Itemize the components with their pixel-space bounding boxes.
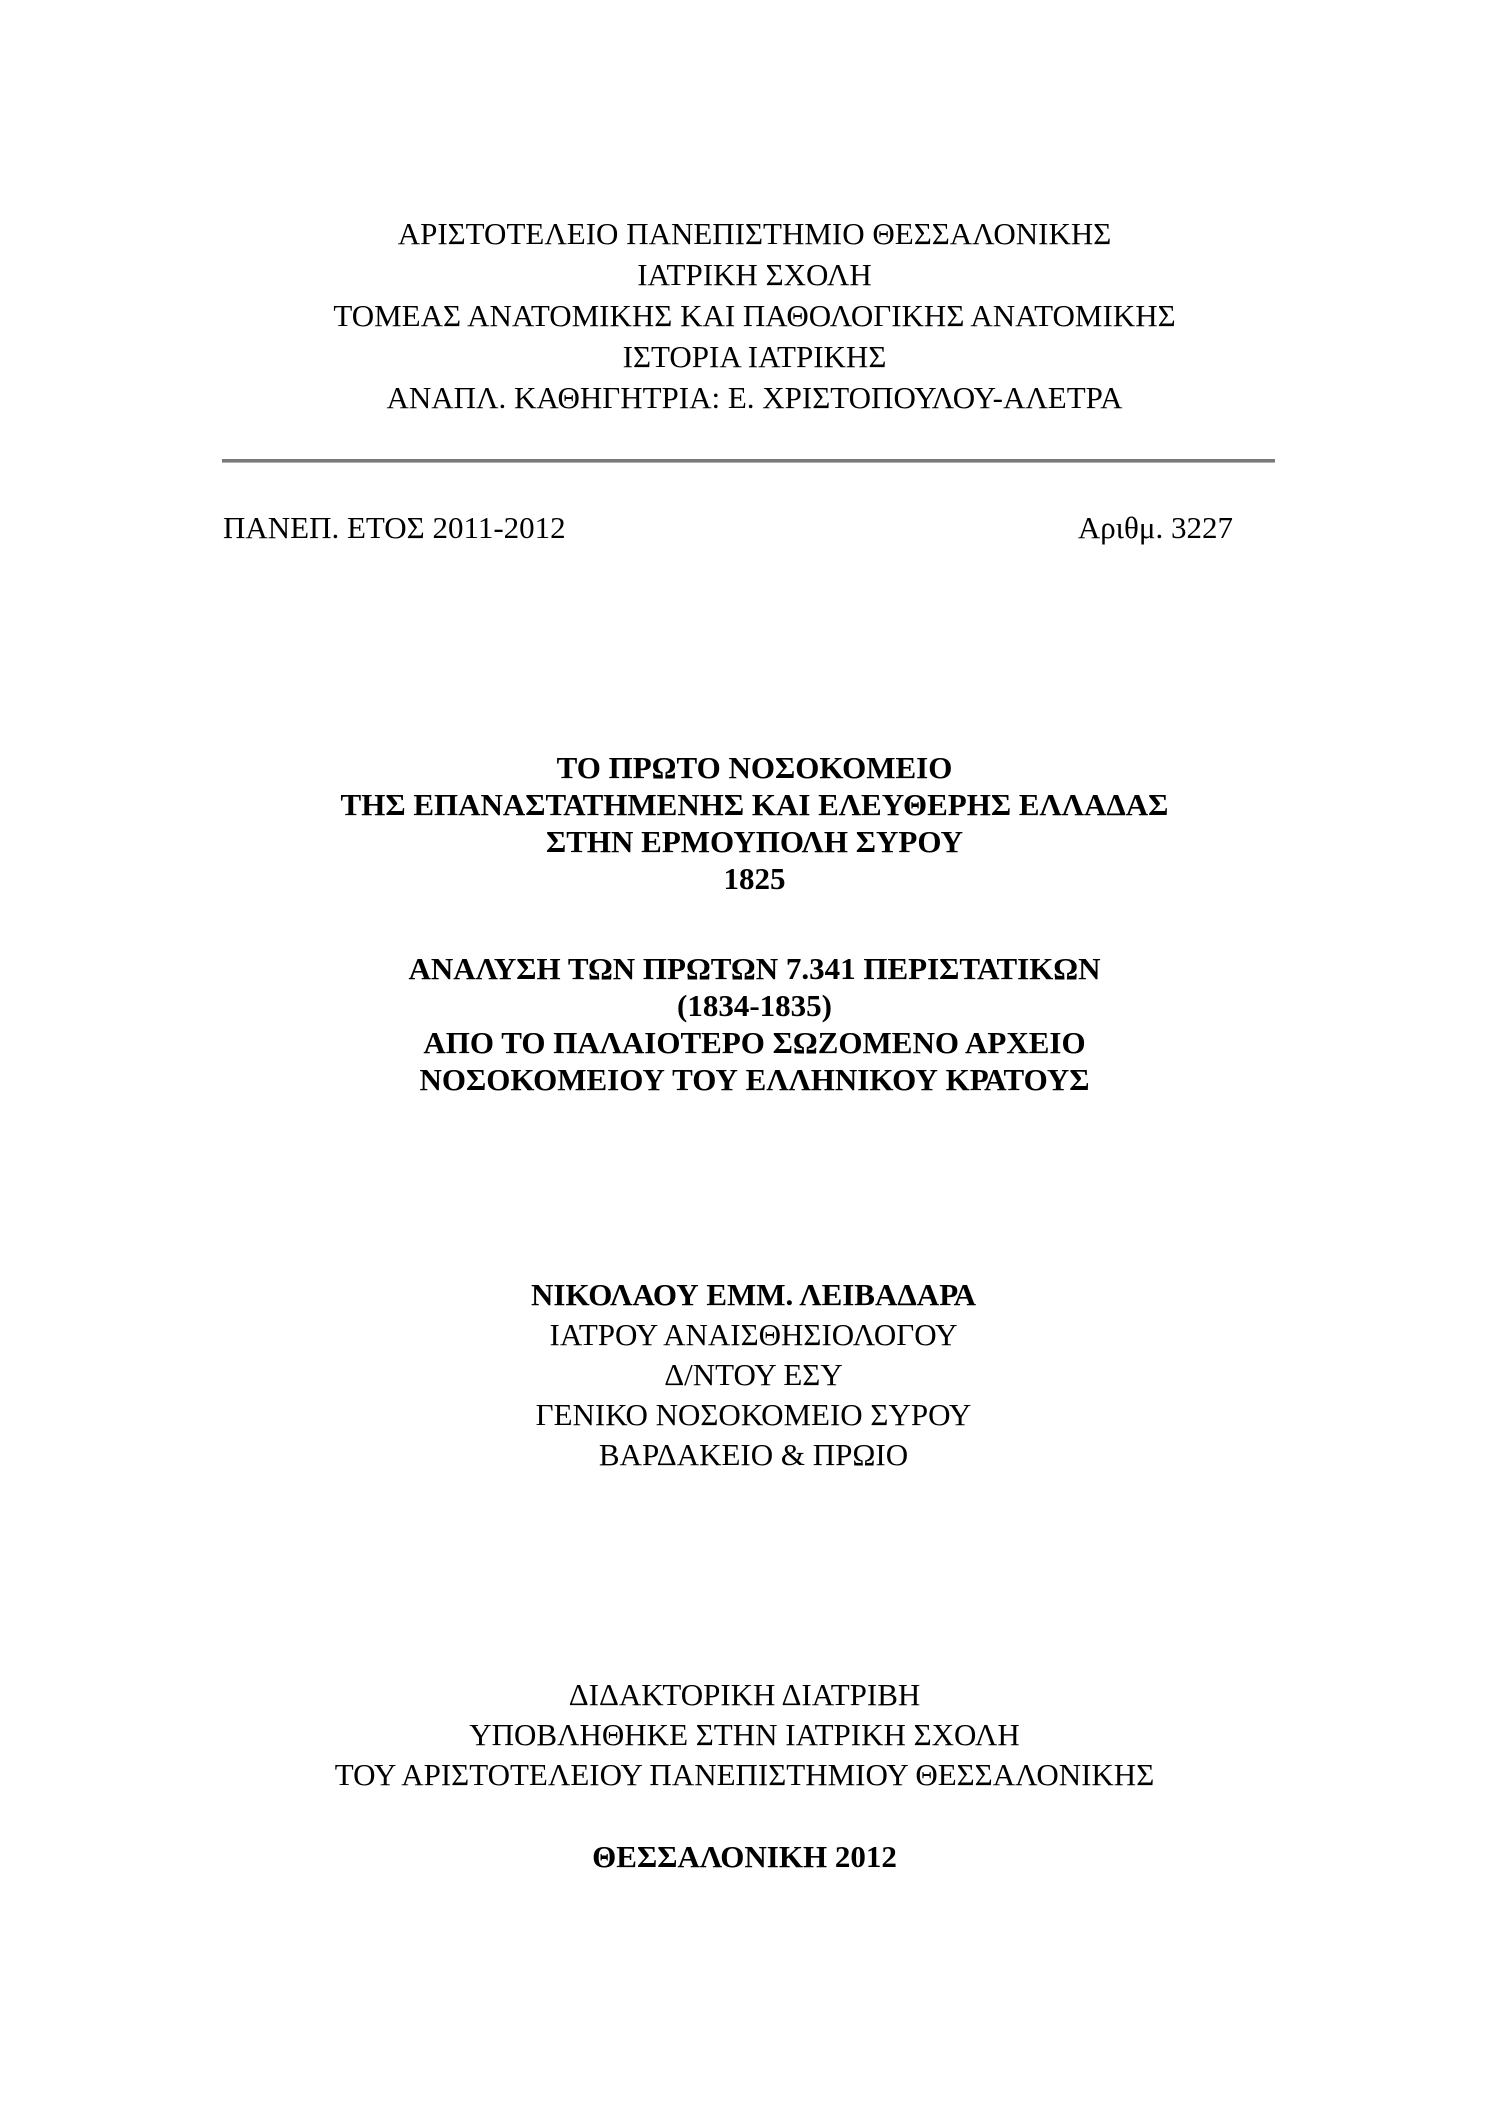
- author-line: ΙΑΤΡΟΥ ΑΝΑΙΣΘΗΣΙΟΛΟΓΟΥ: [549, 1317, 958, 1352]
- professor-name: ΑΝΑΠΛ. ΚΑΘΗΓΗΤΡΙΑ: Ε. ΧΡΙΣΤΟΠΟΥΛΟΥ-ΑΛΕΤΡΑ: [386, 380, 1123, 415]
- department-name: ΤΟΜΕΑΣ ΑΝΑΤΟΜΙΚΗΣ ΚΑΙ ΠΑΘΟΛΟΓΙΚΗΣ ΑΝΑΤΟΜΙΚΗΣ: [333, 298, 1176, 333]
- subtitle-line: ΑΠΟ ΤΟ ΠΑΛΑΙΟΤΕΡΟ ΣΩΖΟΜΕΝΟ ΑΡΧΕΙΟ: [423, 1025, 1086, 1060]
- place-year: ΘΕΣΣΑΛΟΝΙΚΗ 2012: [592, 1839, 897, 1874]
- title-line: ΤΟ ΠΡΩΤΟ ΝΟΣΟΚΟΜΕΙΟ: [556, 750, 953, 785]
- subtitle-line: ΝΟΣΟΚΟΜΕΙΟΥ ΤΟΥ ΕΛΛΗΝΙΚΟΥ ΚΡΑΤΟΥΣ: [419, 1062, 1090, 1097]
- author-line: ΓΕΝΙΚΟ ΝΟΣΟΚΟΜΕΙΟ ΣΥΡΟΥ: [535, 1397, 972, 1432]
- university-name: ΑΡΙΣΤΟΤΕΛΕΙΟ ΠΑΝΕΠΙΣΤΗΜΙΟ ΘΕΣΣΑΛΟΝΙΚΗΣ: [397, 216, 1112, 251]
- thesis-number: Αριθμ. 3227: [1077, 510, 1233, 545]
- title-line: ΤΗΣ ΕΠΑΝΑΣΤΑΤΗΜΕΝΗΣ ΚΑΙ ΕΛΕΥΘΕΡΗΣ ΕΛΛΑΔΑΣ: [340, 787, 1169, 822]
- school-name: ΙΑΤΡΙΚΗ ΣΧΟΛΗ: [637, 257, 872, 292]
- author-name: ΝΙΚΟΛΑΟΥ ΕΜΜ. ΛΕΙΒΑΔΑΡΑ: [531, 1277, 976, 1312]
- header-divider: [222, 459, 1275, 463]
- thesis-statement: [0, 1675, 1489, 1795]
- author-block: [9, 1275, 1489, 1475]
- title-year: 1825: [723, 861, 786, 896]
- author-line: Δ/ΝΤΟΥ ΕΣΥ: [664, 1357, 843, 1392]
- academic-year: ΠΑΝΕΠ. ΕΤΟΣ 2011-2012: [223, 510, 566, 545]
- title-line: ΣΤΗΝ ΕΡΜΟΥΠΟΛΗ ΣΥΡΟΥ: [545, 824, 964, 859]
- thesis-subtitle: [10, 950, 1489, 1098]
- subtitle-line: ΑΝΑΛΥΣΗ ΤΩΝ ΠΡΩΤΩΝ 7.341 ΠΕΡΙΣΤΑΤΙΚΩΝ: [408, 951, 1101, 986]
- thesis-line: ΥΠΟΒΛΗΘΗΚΕ ΣΤΗΝ ΙΑΤΡΙΚΗ ΣΧΟΛΗ: [469, 1717, 1020, 1752]
- subject-name: ΙΣΤΟΡΙΑ ΙΑΤΡΙΚΗΣ: [622, 339, 887, 374]
- subtitle-line: (1834-1835): [677, 988, 832, 1023]
- thesis-line: ΤΟΥ ΑΡΙΣΤΟΤΕΛΕΙΟΥ ΠΑΝΕΠΙΣΤΗΜΙΟΥ ΘΕΣΣΑΛΟΝΙΚΗΣ: [334, 1757, 1155, 1792]
- thesis-title: [10, 749, 1489, 897]
- thesis-line: ΔΙΔΑΚΤΟΡΙΚΗ ΔΙΑΤΡΙΒΗ: [568, 1677, 921, 1712]
- author-line: ΒΑΡΔΑΚΕΙΟ & ΠΡΩΙΟ: [598, 1437, 909, 1472]
- institution-header: [10, 213, 1489, 418]
